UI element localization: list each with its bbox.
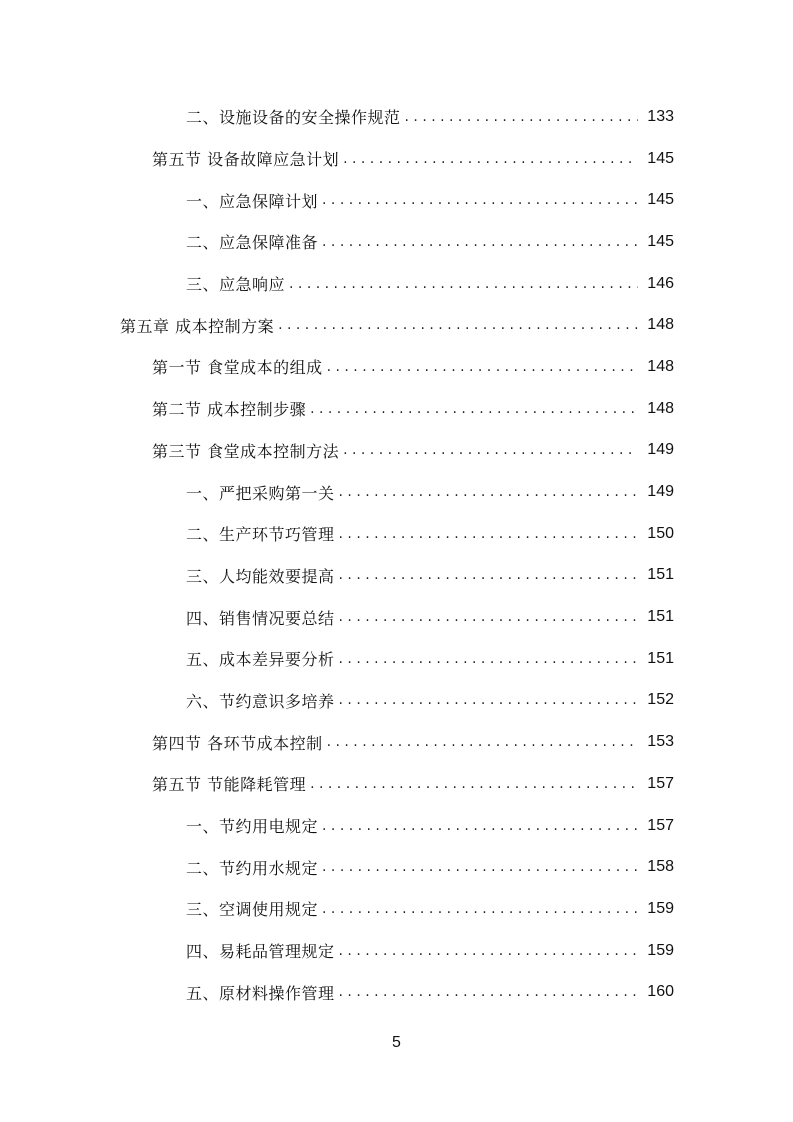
toc-entry-title: 一、节约用电规定 xyxy=(186,817,319,837)
toc-entry-page: 145 xyxy=(647,191,674,209)
toc-entry-page: 159 xyxy=(647,941,674,959)
toc-entry-title: 四、易耗品管理规定 xyxy=(186,942,335,962)
toc-entry-page: 152 xyxy=(647,691,674,709)
page-number: 5 xyxy=(392,1034,401,1051)
toc-entry[interactable] xyxy=(0,513,793,555)
toc-entry-title: 第五节 设备故障应急计划 xyxy=(152,150,340,170)
toc-dot-leader xyxy=(278,318,638,332)
toc-entry-title: 第三节 食堂成本控制方法 xyxy=(152,441,340,461)
toc-dot-leader xyxy=(339,944,638,958)
toc-entry[interactable] xyxy=(0,888,793,930)
toc-dot-leader xyxy=(343,152,638,166)
toc-entry-page: 148 xyxy=(647,316,674,334)
toc-entry[interactable] xyxy=(0,846,793,888)
toc-entry-page: 151 xyxy=(647,649,674,667)
toc-dot-leader xyxy=(339,652,638,666)
toc-entry[interactable] xyxy=(0,680,793,722)
toc-entry[interactable] xyxy=(0,721,793,763)
toc-entry[interactable] xyxy=(0,805,793,847)
toc-entry[interactable] xyxy=(0,638,793,680)
toc-entry[interactable] xyxy=(0,430,793,472)
toc-entry-title: 五、成本差异要分析 xyxy=(186,650,335,670)
toc-entry-title: 二、设施设备的安全操作规范 xyxy=(186,108,401,128)
toc-dot-leader xyxy=(310,402,638,416)
toc-entry-page: 157 xyxy=(647,774,674,792)
toc-dot-leader xyxy=(405,110,638,124)
toc-entry[interactable] xyxy=(0,304,793,346)
toc-entry-page: 153 xyxy=(647,733,674,751)
toc-entry[interactable] xyxy=(0,763,793,805)
toc-dot-leader xyxy=(289,277,638,291)
toc-entry-title: 第一节 食堂成本的组成 xyxy=(152,358,323,378)
toc-entry[interactable] xyxy=(0,138,793,180)
toc-entry-title: 三、人均能效要提高 xyxy=(186,566,335,586)
toc-entry-page: 148 xyxy=(647,357,674,375)
toc-entry-title: 二、应急保障准备 xyxy=(186,233,319,253)
toc-dot-leader xyxy=(339,610,638,624)
toc-dot-leader xyxy=(322,193,638,207)
table-of-contents xyxy=(0,96,793,1013)
toc-dot-leader xyxy=(322,902,638,916)
toc-entry-title: 二、生产环节巧管理 xyxy=(186,525,335,545)
toc-entry-title: 三、应急响应 xyxy=(186,275,286,295)
toc-entry-title: 三、空调使用规定 xyxy=(186,900,319,920)
toc-dot-leader xyxy=(339,693,638,707)
toc-entry-page: 149 xyxy=(647,483,674,501)
toc-dot-leader xyxy=(343,443,638,457)
toc-entry-page: 150 xyxy=(647,524,674,542)
toc-entry-page: 146 xyxy=(647,274,674,292)
toc-dot-leader xyxy=(339,568,638,582)
toc-entry[interactable] xyxy=(0,179,793,221)
toc-entry[interactable] xyxy=(0,930,793,972)
toc-dot-leader xyxy=(310,777,638,791)
toc-entry-title: 一、应急保障计划 xyxy=(186,191,319,211)
toc-entry-page: 145 xyxy=(647,149,674,167)
toc-dot-leader xyxy=(339,485,638,499)
toc-entry[interactable] xyxy=(0,346,793,388)
toc-entry[interactable] xyxy=(0,388,793,430)
toc-entry-title: 第二节 成本控制步骤 xyxy=(152,400,307,420)
toc-entry-title: 四、销售情况要总结 xyxy=(186,608,335,628)
toc-entry[interactable] xyxy=(0,96,793,138)
toc-entry-page: 151 xyxy=(647,566,674,584)
toc-dot-leader xyxy=(339,527,638,541)
toc-dot-leader xyxy=(327,735,638,749)
toc-dot-leader xyxy=(322,235,638,249)
toc-entry[interactable] xyxy=(0,471,793,513)
toc-dot-leader xyxy=(327,360,638,374)
toc-entry-page: 158 xyxy=(647,858,674,876)
toc-entry-title: 二、节约用水规定 xyxy=(186,858,319,878)
toc-entry-title: 五、原材料操作管理 xyxy=(186,983,335,1003)
toc-entry-page: 145 xyxy=(647,232,674,250)
toc-entry[interactable] xyxy=(0,555,793,597)
toc-entry[interactable] xyxy=(0,263,793,305)
toc-dot-leader xyxy=(339,985,638,999)
toc-entry[interactable] xyxy=(0,221,793,263)
toc-entry-page: 133 xyxy=(647,107,674,125)
toc-entry-page: 149 xyxy=(647,441,674,459)
toc-entry[interactable] xyxy=(0,596,793,638)
toc-entry-title: 第四节 各环节成本控制 xyxy=(152,733,323,753)
toc-entry-title: 第五节 节能降耗管理 xyxy=(152,775,307,795)
toc-dot-leader xyxy=(322,819,638,833)
toc-dot-leader xyxy=(322,860,638,874)
toc-entry-title: 一、严把采购第一关 xyxy=(186,483,335,503)
toc-entry-title: 第五章 成本控制方案 xyxy=(120,316,275,336)
toc-entry-title: 六、节约意识多培养 xyxy=(186,691,335,711)
toc-entry-page: 159 xyxy=(647,899,674,917)
toc-entry-page: 151 xyxy=(647,608,674,626)
toc-entry-page: 160 xyxy=(647,983,674,1001)
toc-entry-page: 148 xyxy=(647,399,674,417)
toc-entry[interactable] xyxy=(0,971,793,1013)
toc-entry-page: 157 xyxy=(647,816,674,834)
